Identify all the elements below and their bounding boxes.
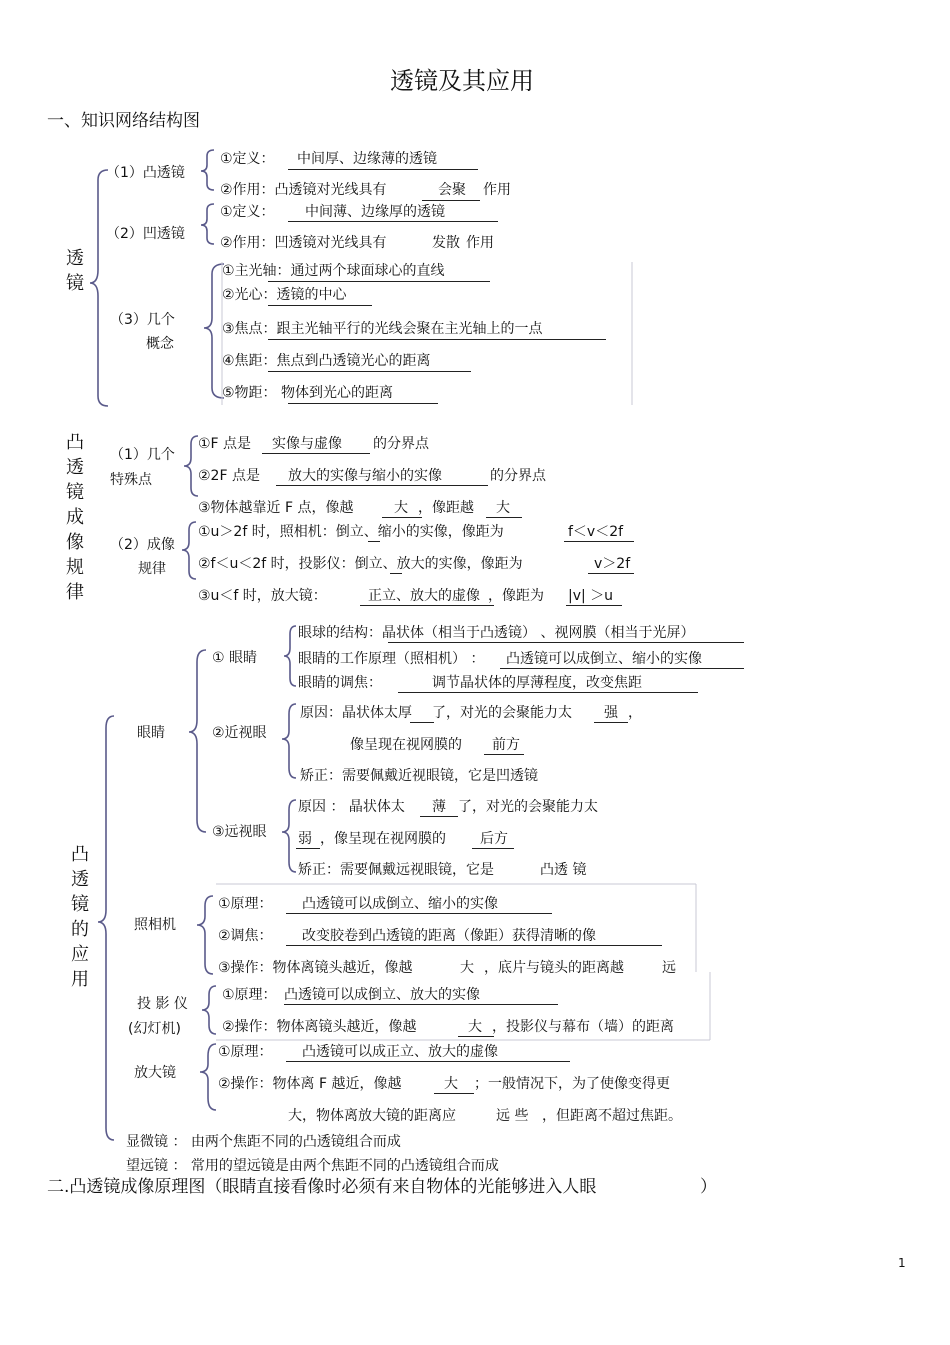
f-point-blank: 实像与虚像 xyxy=(272,436,342,452)
myopia-image-pre: 像呈现在视网膜的 xyxy=(350,737,462,753)
rule-2-pre: ②f＜u＜2f 时，投影仪：倒立、放大的实像，像距为 xyxy=(198,556,523,572)
rule-3-underline xyxy=(360,605,494,606)
concave-func-label: ②作用：凹透镜对光线具有 xyxy=(220,235,387,251)
rule-3-underline xyxy=(566,605,622,606)
projector-op-underline xyxy=(458,1036,494,1037)
near-f-mid: ，像距越 xyxy=(418,500,474,516)
section-heading-2: 二.凸透镜成像原理图（眼睛直接看像时必须有来自物体的光能够进入人眼 xyxy=(47,1177,597,1197)
section-heading-2-tail: ） xyxy=(700,1177,717,1197)
2f-point-pre: ②2F 点是 xyxy=(198,468,260,484)
myopia-cause-b: 强 xyxy=(604,705,618,721)
eye-principle-underline xyxy=(500,668,744,669)
eyes-sub-label: ① 眼睛 xyxy=(212,650,258,666)
eye-structure: 眼球的结构：晶状体（相当于凸透镜） 、视网膜（相当于光屏） xyxy=(298,625,695,641)
2f-point-underline xyxy=(276,485,488,486)
myopia-label: ②近视眼 xyxy=(212,725,267,741)
section-heading-1: 一、知识网络结构图 xyxy=(47,111,200,131)
rule-1-underline xyxy=(564,541,634,542)
eye-principle: 凸透镜可以成倒立、缩小的实像 xyxy=(506,651,702,667)
camera-label: 照相机 xyxy=(134,917,176,933)
magnifier-op-post: ；一般情况下，为了使像变得更 xyxy=(474,1076,670,1092)
projector-op-post: ，投影仪与幕布（墙）的距离 xyxy=(492,1019,674,1035)
rule-2-underline xyxy=(390,573,402,574)
projector-label: 投 影 仪 xyxy=(137,996,188,1012)
hyperopia-cause-pre: 原因 ： 晶状体太 xyxy=(298,799,405,815)
camera-op-b2: 远 xyxy=(662,960,676,976)
convex-def: 中间厚、边缘薄的透镜 xyxy=(297,151,437,167)
f-point-pre: ①F 点是 xyxy=(198,436,252,452)
rules-label-2: 规律 xyxy=(138,561,166,577)
hyperopia-fix-pre: 矫正：需要佩戴远视眼镜，它是 xyxy=(298,862,494,878)
convex-func-label: ②作用：凸透镜对光线具有 xyxy=(220,182,387,198)
concave-label: （2）凹透镜 xyxy=(106,226,185,242)
hyperopia-cause-b: 薄 xyxy=(432,799,446,815)
concave-def-underline xyxy=(288,221,498,222)
concept-underline xyxy=(268,281,490,282)
page-number: 1 xyxy=(898,1256,906,1270)
myopia-cause-mid: 了，对光的会聚能力太 xyxy=(432,705,572,721)
convex-def-underline xyxy=(288,169,478,170)
eye-adjust-pre: 眼睛的调焦： xyxy=(298,675,382,691)
projector-label-2: (幻灯机) xyxy=(128,1021,181,1037)
concept-item: ③焦点：跟主光轴平行的光线会聚在主光轴上的一点 xyxy=(222,321,543,337)
rule-1-blank: f＜v＜2f xyxy=(568,524,624,540)
myopia-cause-underline xyxy=(410,722,434,723)
concave-def-label: ①定义： xyxy=(220,204,275,220)
hyperopia-image-b: 后方 xyxy=(480,831,508,847)
myopia-cause-pre: 原因：晶状体太厚 xyxy=(300,705,412,721)
myopia-cause-tail: ， xyxy=(628,705,642,721)
concave-func-tail: 作用 xyxy=(466,235,494,251)
camera-principle: 凸透镜可以成倒立、缩小的实像 xyxy=(302,896,498,912)
myopia-image-b: 前方 xyxy=(492,737,520,753)
rule-3-pre: ③u＜f 时，放大镜： xyxy=(198,588,327,604)
camera-principle-underline xyxy=(286,913,552,914)
imaging-label: 凸 透 镜 成 像 规 律 xyxy=(66,432,84,603)
rule-1-pre: ①u＞2f 时，照相机：倒立、缩小的实像，像距为 xyxy=(198,524,504,540)
magnifier-op-b: 大 xyxy=(444,1076,458,1092)
convex-label: （1）凸透镜 xyxy=(106,165,185,181)
near-f-underline xyxy=(382,517,422,518)
2f-point-post: 的分界点 xyxy=(490,468,546,484)
camera-focus-underline xyxy=(286,945,662,946)
myopia-fix: 矫正：需要佩戴近视眼镜，它是凹透镜 xyxy=(300,768,538,784)
hyperopia-image-underline xyxy=(472,848,514,849)
concept-underline xyxy=(268,371,471,372)
camera-op-pre: ③操作：物体离镜头越近，像越 xyxy=(218,960,413,976)
rules-label: （2）成像 xyxy=(110,537,175,553)
eye-structure-underline xyxy=(388,642,744,643)
concept-item: ④焦距：焦点到凸透镜光心的距离 xyxy=(222,353,431,369)
hyperopia-fix: 凸透 镜 xyxy=(540,862,587,878)
eye-label: 眼睛 xyxy=(137,725,165,741)
magnifier-op-underline xyxy=(434,1093,474,1094)
magnifier-principle-underline xyxy=(286,1061,570,1062)
projector-principle-label: ①原理： xyxy=(222,987,277,1003)
hyperopia-label: ③远视眼 xyxy=(212,824,267,840)
camera-op-b1: 大 xyxy=(460,960,474,976)
magnifier-op2-b: 远 些 xyxy=(496,1108,529,1124)
concepts-label-2: 概念 xyxy=(146,336,174,352)
near-f-underline xyxy=(486,517,522,518)
lens-label: 透 镜 xyxy=(66,248,84,294)
concept-underline xyxy=(268,339,606,340)
2f-point-blank: 放大的实像与缩小的实像 xyxy=(288,468,442,484)
magnifier-op2-pre: 大，物体离放大镜的距离应 xyxy=(288,1108,456,1124)
near-f-b1: 大 xyxy=(394,500,408,516)
projector-principle-underline xyxy=(284,1004,558,1005)
microscope-text: 显微镜 ： 由两个焦距不同的凸透镜组合而成 xyxy=(126,1134,401,1150)
myopia-cause-underline xyxy=(594,722,628,723)
convex-func-underline xyxy=(422,200,480,201)
convex-def-label: ①定义： xyxy=(220,151,275,167)
magnifier-op-pre: ②操作：物体离 F 越近，像越 xyxy=(218,1076,402,1092)
concept-item: ②光心：透镜的中心 xyxy=(222,287,347,303)
application-label: 凸 透 镜 的 应 用 xyxy=(71,844,89,990)
f-point-post: 的分界点 xyxy=(373,436,429,452)
camera-focus-label: ②调焦： xyxy=(218,928,273,944)
concept-underline xyxy=(268,305,372,306)
hyperopia-weak: 弱 xyxy=(298,831,312,847)
rule-3-b1: 正立、放大的虚像 xyxy=(368,588,480,604)
eye-adjust: 调节晶状体的厚薄程度，改变焦距 xyxy=(432,675,642,691)
rule-3-b2: |v| ＞u xyxy=(568,588,614,604)
concept-item: ⑤物距： 物体到光心的距离 xyxy=(222,385,394,401)
special-label: （1）几个 xyxy=(110,447,175,463)
rule-2-underline xyxy=(588,573,634,574)
hyperopia-weak-underline xyxy=(296,848,320,849)
projector-op-pre: ②操作：物体离镜头越近，像越 xyxy=(222,1019,417,1035)
eye-adjust-underline xyxy=(398,692,698,693)
telescope-text: 望远镜 ： 常用的望远镜是由两个焦距不同的凸透镜组合而成 xyxy=(126,1158,499,1174)
projector-op-b: 大 xyxy=(468,1019,482,1035)
concept-item: ①主光轴：通过两个球面球心的直线 xyxy=(222,263,445,279)
hyperopia-cause-underline xyxy=(420,816,458,817)
convex-func-tail: 作用 xyxy=(483,182,511,198)
rule-2-blank: v＞2f xyxy=(594,556,631,572)
page-title: 透镜及其应用 xyxy=(390,67,534,95)
eye-principle-pre: 眼睛的工作原理（照相机） ： xyxy=(298,651,485,667)
magnifier-label: 放大镜 xyxy=(134,1065,176,1081)
myopia-image-underline xyxy=(484,754,524,755)
hyperopia-cause-post: 了，对光的会聚能力太 xyxy=(458,799,598,815)
magnifier-principle-label: ①原理： xyxy=(218,1044,273,1060)
projector-principle: 凸透镜可以成倒立、放大的实像 xyxy=(284,987,480,1003)
concave-def: 中间薄、边缘厚的透镜 xyxy=(305,204,445,220)
hyperopia-image-pre: ，像呈现在视网膜的 xyxy=(320,831,446,847)
near-f-b2: 大 xyxy=(496,500,510,516)
f-point-underline xyxy=(262,453,370,454)
magnifier-op2-post: ，但距离不超过焦距。 xyxy=(542,1108,682,1124)
concave-func: 发散 xyxy=(432,235,460,251)
special-label-2: 特殊点 xyxy=(110,472,152,488)
camera-op-mid: ，底片与镜头的距离越 xyxy=(484,960,624,976)
camera-principle-label: ①原理： xyxy=(218,896,273,912)
rule-3-mid: ，像距为 xyxy=(488,588,544,604)
rule-1-underline xyxy=(368,541,380,542)
concepts-label: （3）几个 xyxy=(110,312,175,328)
magnifier-principle: 凸透镜可以成正立、放大的虚像 xyxy=(302,1044,498,1060)
concept-underline xyxy=(288,403,438,404)
camera-focus: 改变胶卷到凸透镜的距离（像距）获得清晰的像 xyxy=(302,928,596,944)
near-f-pre: ③物体越靠近 F 点，像越 xyxy=(198,500,354,516)
convex-func: 会聚 xyxy=(438,182,466,198)
